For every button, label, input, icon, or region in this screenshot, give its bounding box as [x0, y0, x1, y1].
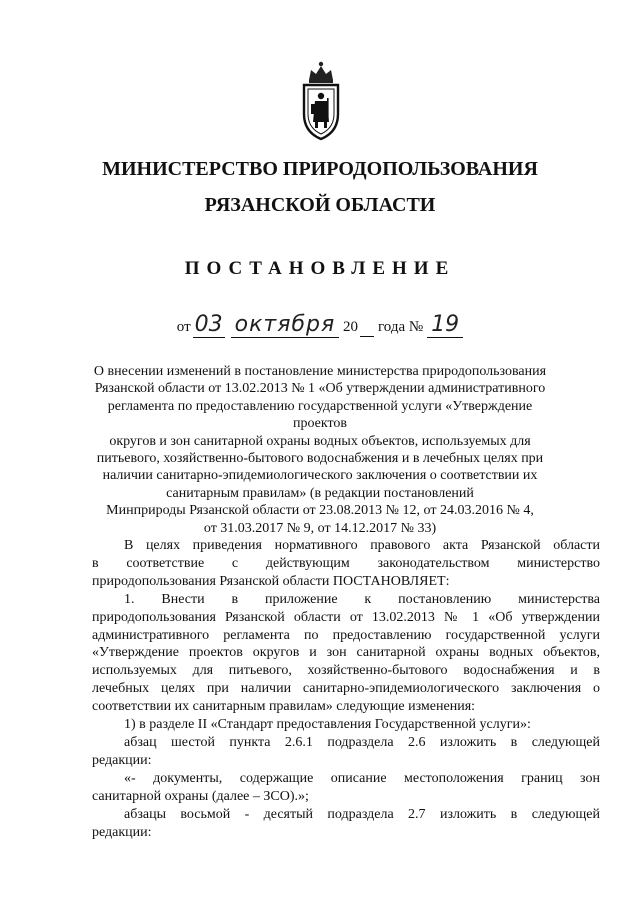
- ministry-name-line-1: МИНИСТЕРСТВО ПРИРОДОПОЛЬЗОВАНИЯ: [102, 158, 538, 180]
- year-label: года: [377, 319, 406, 335]
- date-prefix: от: [176, 319, 191, 335]
- document-title: ПОСТАНОВЛЕНИЕ: [184, 258, 456, 279]
- body-line: «- документы, содержащие описание местоположения границ зон: [124, 770, 600, 786]
- date-month: октября: [231, 312, 340, 338]
- subject-line: регламента по предоставлению государственной услуги «Утверждение проектов: [107, 398, 533, 432]
- subject-line: наличии санитарно-эпидемиологического заключения о соответствии их: [102, 468, 538, 484]
- subject-line: О внесении изменений в постановление министерства природопользования: [93, 364, 547, 379]
- body-line: абзацы восьмой - десятый подраздела 2.7 изложить в следующей: [124, 806, 600, 822]
- subject-line: питьевого, хозяйственно-бытового водоснабжения и в лечебных целях при: [96, 451, 544, 467]
- document-subject: [80, 363, 560, 537]
- date-number-line: [0, 312, 640, 338]
- subject-line: Минприроды Рязанской области от 23.08.2013 № 12, от 24.03.2016 № 4,: [106, 503, 534, 519]
- subject-line: Рязанской области от 13.02.2013 № 1 «Об утверждении административного: [94, 381, 546, 397]
- body-line: «Утверждение проектов округов и зон санитарной охраны водных объектов,: [92, 645, 600, 661]
- coat-of-arms-icon: [300, 58, 342, 142]
- body-line: редакции:: [92, 824, 152, 840]
- body-line: природопользования Рязанской области от 13.02.2013 № 1 «Об утверждении: [92, 609, 600, 625]
- body-line: 1. Внести в приложение к постановлению министерства: [124, 591, 600, 607]
- date-day: 03: [194, 312, 223, 337]
- subject-line: от 31.03.2017 № 9, от 14.12.2017 № 33): [203, 520, 437, 536]
- body-line: административного регламента по предоставлению государственной услуги: [92, 627, 600, 643]
- ministry-name-line-2: РЯЗАНСКОЙ ОБЛАСТИ: [204, 194, 436, 216]
- body-line: 1) в разделе II «Стандарт предоставления Государственной услуги»:: [124, 717, 531, 733]
- body-line: абзац шестой пункта 2.6.1 подраздела 2.6 изложить в следующей: [124, 734, 600, 750]
- document-number: 19: [427, 312, 463, 338]
- document-body: [92, 537, 600, 841]
- body-line: санитарной охраны (далее – ЗСО).»;: [92, 788, 309, 804]
- number-sign: №: [408, 319, 424, 335]
- body-line: используемых для питьевого, хозяйственно-бытового водоснабжения и в: [92, 663, 600, 679]
- year-prefix: 20: [342, 319, 358, 335]
- body-line: редакции:: [92, 752, 152, 768]
- body-line: лечебных целях при наличии санитарно-эпидемиологического заключения о: [92, 681, 600, 697]
- body-line: природопользования Рязанской области ПОСТАНОВЛЯЕТ:: [92, 573, 450, 589]
- subject-line: округов и зон санитарной охраны водных объектов, используемых для: [109, 433, 531, 449]
- body-line: В целях приведения нормативного правового акта Рязанской области: [124, 538, 600, 553]
- body-line: соответствии их санитарным правилам» следующие изменения:: [92, 699, 476, 715]
- body-line: в соответствие с действующим законодательством министерство: [92, 555, 600, 571]
- subject-line: санитарным правилам» (в редакции постановлений: [166, 485, 474, 501]
- year-blank: [360, 319, 374, 337]
